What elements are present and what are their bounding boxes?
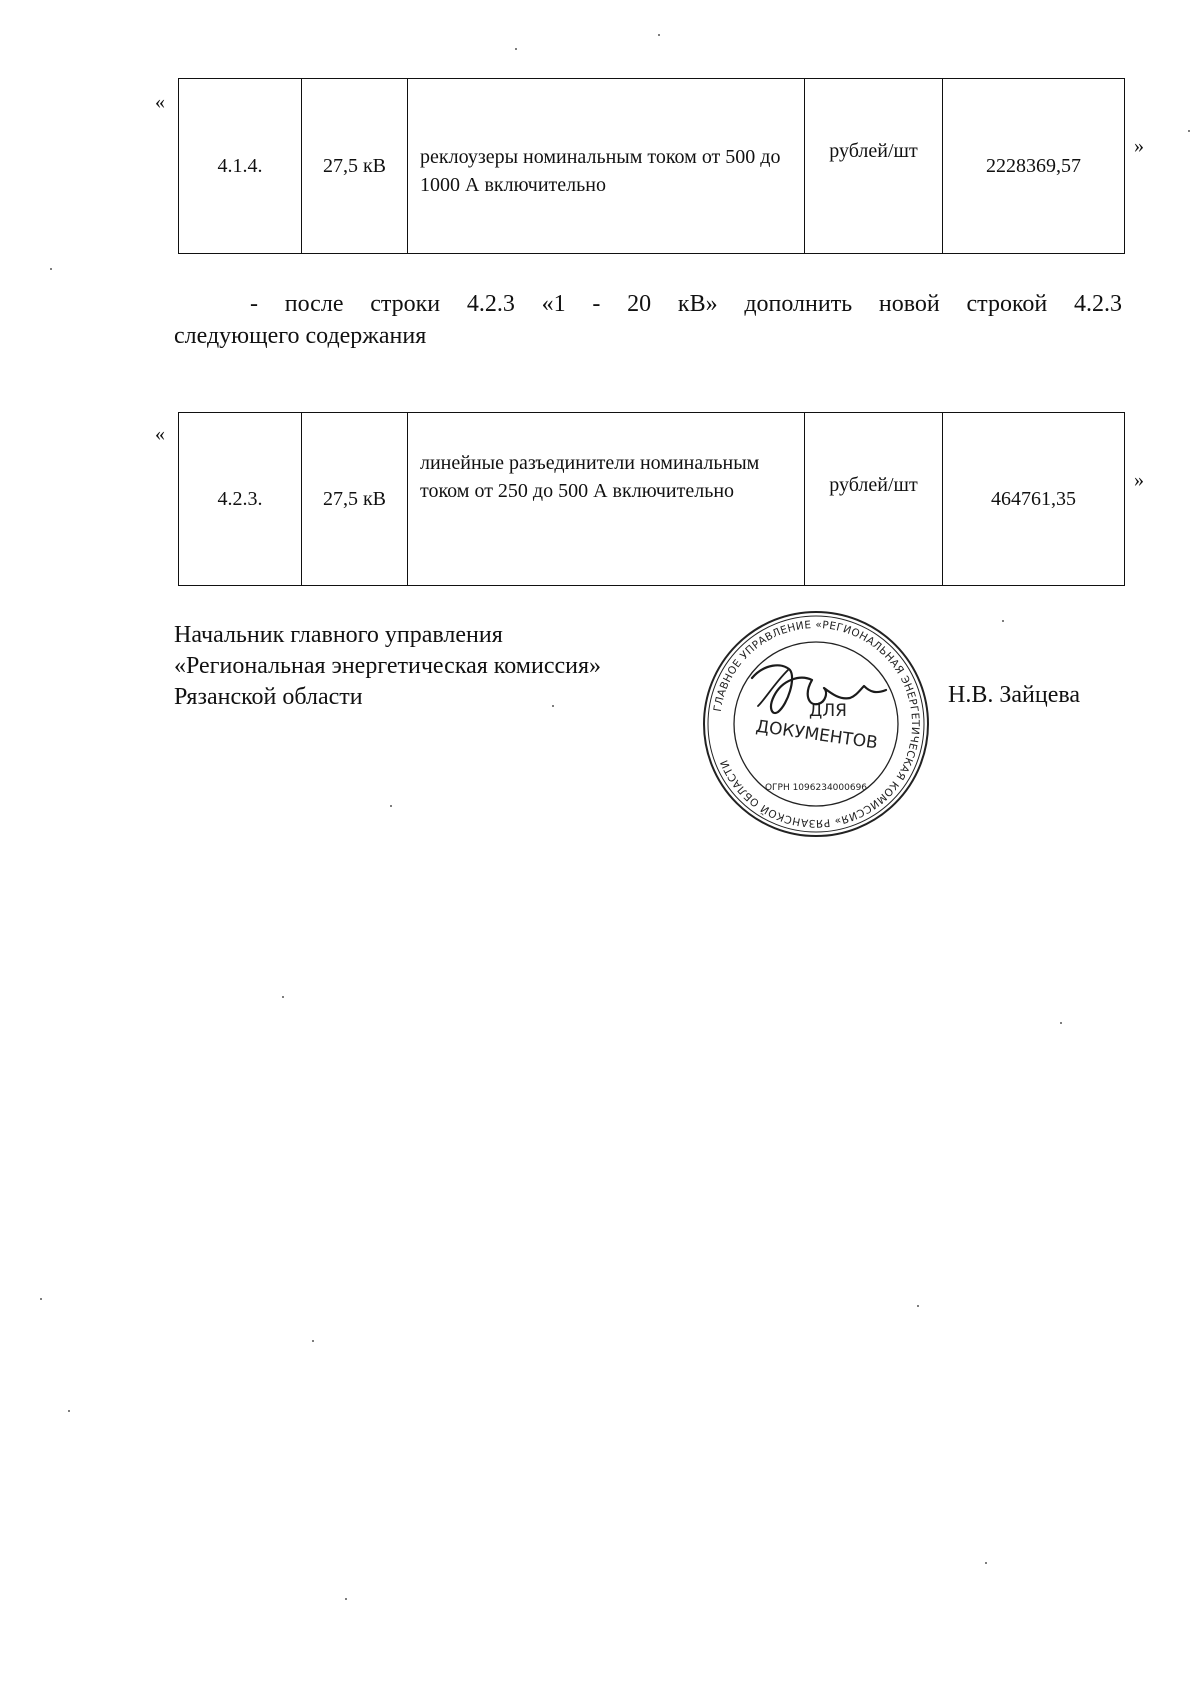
table2-close-quote: »: [1134, 469, 1144, 491]
row-voltage: 27,5 кВ: [302, 79, 408, 254]
scan-speck: [312, 1340, 314, 1342]
stamp-ring-text: ГЛАВНОЕ УПРАВЛЕНИЕ «РЕГИОНАЛЬНАЯ ЭНЕРГЕТИЧЕСКАЯ КОМИССИЯ» РЯЗАНСКОЙ ОБЛАСТИ: [711, 618, 922, 830]
row-description-text: линейные разъединители номинальным током от 250 до 500 А включительно: [420, 452, 760, 502]
row-price: 464761,35: [943, 413, 1125, 586]
row-unit: [805, 413, 943, 586]
table-row: [179, 413, 1125, 586]
scan-speck: [1002, 620, 1004, 622]
instruction-line-1: - после строки 4.2.3 «1 - 20 кВ» дополнить новой строкой 4.2.3: [250, 291, 1122, 317]
scan-speck: [515, 48, 517, 50]
scan-speck: [345, 1598, 347, 1600]
tariff-table-2: [178, 412, 1125, 586]
scan-speck: [40, 1298, 42, 1300]
row-price: 2228369,57: [943, 79, 1125, 254]
stamp-center-line-2: ДОКУМЕНТОВ: [754, 716, 879, 754]
table1-open-quote: «: [155, 91, 165, 113]
stamp-ogrn-text: ОГРН 1096234000696: [764, 783, 868, 793]
scan-speck: [282, 996, 284, 998]
signer-position-line-2: «Региональная энергетическая комиссия»: [174, 653, 602, 679]
row-number: 4.1.4.: [179, 79, 302, 254]
scan-speck: [658, 34, 660, 36]
scan-speck: [1188, 130, 1190, 132]
stamp-center-line-1: ДЛЯ: [809, 701, 847, 721]
row-number: 4.2.3.: [179, 413, 302, 586]
signer-position-line-3: Рязанской области: [174, 684, 363, 710]
scan-speck: [1060, 1022, 1062, 1024]
table2-open-quote: «: [155, 423, 165, 445]
instruction-paragraph: [174, 288, 1122, 352]
signer-position-line-1: Начальник главного управления: [174, 622, 503, 648]
signer-name: Н.В. Зайцева: [948, 682, 1081, 708]
row-voltage: 27,5 кВ: [302, 413, 408, 586]
scan-speck: [917, 1305, 919, 1307]
table-row: [179, 79, 1125, 254]
row-unit: [805, 79, 943, 254]
row-description: [408, 413, 805, 586]
row-description: [408, 79, 805, 254]
official-stamp: [700, 608, 932, 840]
scan-speck: [50, 268, 52, 270]
row-description-text: реклоузеры номинальным током от 500 до 1000 А включительно: [420, 146, 781, 196]
scan-speck: [390, 805, 392, 807]
tariff-table-1: [178, 78, 1125, 254]
scan-speck: [985, 1562, 987, 1564]
scan-speck: [68, 1410, 70, 1412]
row-unit-text: рублей/шт: [829, 140, 918, 162]
table1-close-quote: »: [1134, 135, 1144, 157]
instruction-line-2: следующего содержания: [174, 323, 427, 349]
row-unit-text: рублей/шт: [829, 474, 918, 496]
signature-block: [174, 620, 601, 713]
